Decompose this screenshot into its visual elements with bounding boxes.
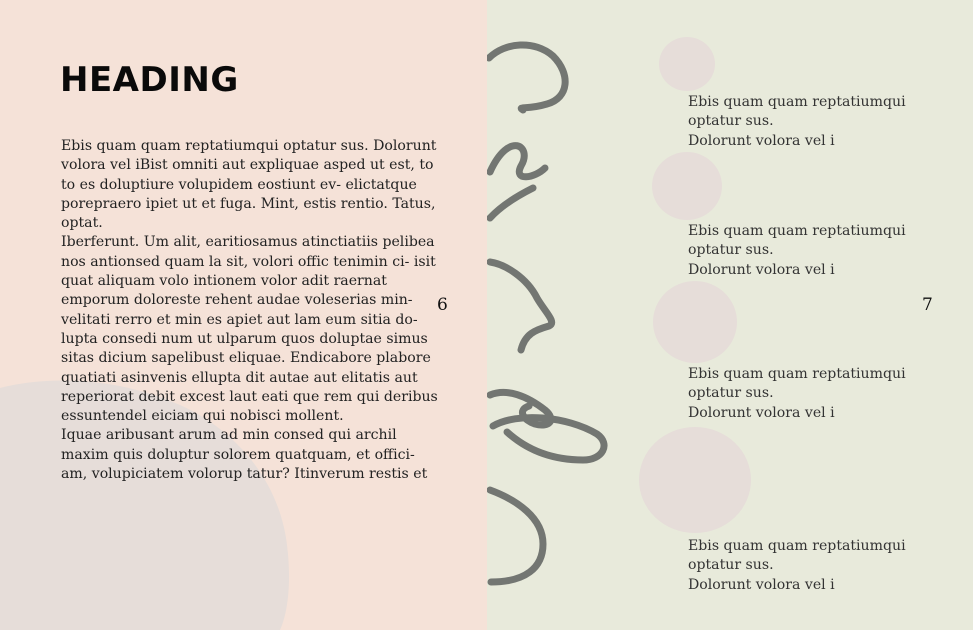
script-lettering-decoration bbox=[489, 45, 604, 582]
caption-line: Ebis quam quam reptatiumqui bbox=[688, 366, 906, 382]
caption-line: Ebis quam quam reptatiumqui bbox=[688, 538, 906, 554]
caption-line: optatur sus. bbox=[688, 557, 774, 574]
decorative-blob bbox=[653, 281, 737, 363]
caption-line: Dolorunt volora vel i bbox=[688, 261, 835, 278]
decorative-blob bbox=[652, 152, 722, 220]
caption-line: Ebis quam quam reptatiumqui bbox=[688, 94, 906, 110]
image-caption bbox=[688, 537, 938, 595]
caption-line: Dolorunt volora vel i bbox=[688, 576, 835, 593]
caption-line: optatur sus. bbox=[688, 385, 774, 402]
page-number-left: 6 bbox=[437, 295, 448, 315]
decorative-blob bbox=[659, 37, 715, 91]
page-heading: HEADING bbox=[60, 60, 239, 100]
caption-line: Dolorunt volora vel i bbox=[688, 132, 835, 149]
paragraph: Ebis quam quam reptatiumqui optatur sus. Dolorunt volora vel iBist omniti aut expliquae asped ut est, to to es doluptiure volupidem eostiunt ev- elictatque porepraero ipiet ut et fuga. Mint, estis rentio. Tatus, optat. bbox=[61, 138, 437, 232]
image-caption bbox=[688, 93, 938, 151]
image-caption bbox=[688, 222, 938, 280]
caption-line: Dolorunt volora vel i bbox=[688, 404, 835, 421]
caption-line: optatur sus. bbox=[688, 113, 774, 130]
caption-line: Ebis quam quam reptatiumqui bbox=[688, 223, 906, 239]
decorative-blob bbox=[639, 427, 751, 533]
paragraph: Iquae aribusant arum ad min consed qui archil maxim quis doluptur solorem quatquam, et offici- am, volupiciatem volorup tatur? Itinverum restis et bbox=[61, 427, 428, 483]
body-text bbox=[61, 137, 441, 484]
right-page bbox=[487, 0, 973, 630]
paragraph: Iberferunt. Um alit, earitiosamus atinctiatiis pelibea nos antionsed quam la sit, volori offic tenimin ci- isit quat aliquam volo intionem volor adit raernat emporum doloreste rehent audae voleserias min- velitati rerro et min es apiet aut lam eum sitia do- lupta consedi num ut ulparum quos doluptae simus sitas dicium sapelibust eliquae. Endicabore plabore quatiati asinvenis ellupta dit autae aut elitatis aut reperiorat debit excest laut eati que rem qui deribus essuntendel eiciam qui nobisci mollent. bbox=[61, 234, 438, 425]
image-caption bbox=[688, 365, 938, 423]
page-number-right: 7 bbox=[922, 295, 933, 315]
caption-line: optatur sus. bbox=[688, 242, 774, 259]
